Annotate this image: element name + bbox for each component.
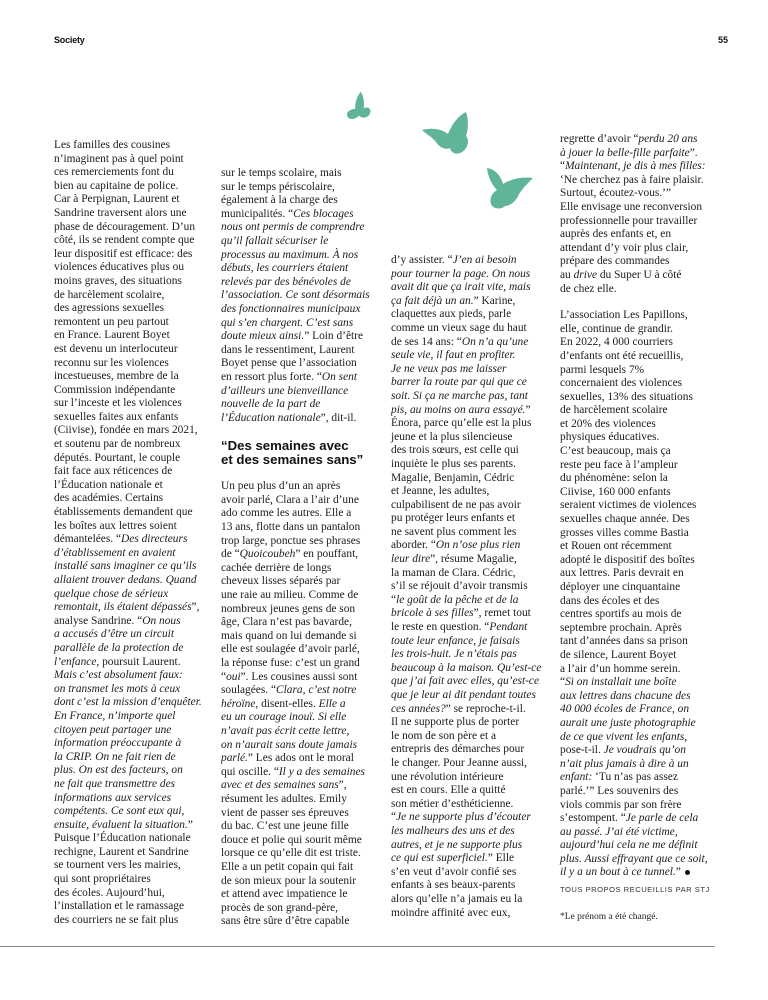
text-line: s’il se réjouit d’avoir transmis	[391, 580, 528, 593]
text-line: Il ne supporte plus de porter	[391, 716, 520, 729]
text-line: quelque chose de sérieux	[54, 587, 169, 600]
text-line: 13 ans, flotte dans un pantalon	[221, 521, 361, 534]
text-line: pose-t-il. Je voudrais qu’on	[560, 744, 686, 757]
text-line: ‘Ne cherchez pas à faire plaisir.	[560, 173, 704, 186]
text-line: parmi lesquels 7%	[560, 363, 645, 376]
text-line: pour tourner la page. On nous	[391, 267, 531, 280]
text-line: dans le ressentiment, Laurent	[221, 343, 355, 356]
text-line: sexuelles chaque année. Des	[560, 513, 690, 526]
paragraph	[560, 133, 730, 296]
text-line: des agressions sexuelles	[54, 302, 165, 315]
text-line: ne fait que transmettre des	[54, 777, 176, 790]
text-line: l’installation et le ramassage	[54, 900, 184, 913]
text-line: des courriers ne se fait plus	[54, 913, 179, 926]
text-line: claquettes aux pieds, parle	[391, 308, 512, 321]
text-line: également à la charge des	[221, 194, 338, 207]
butterfly-icon	[338, 90, 376, 128]
text-line: aujourd’hui cela ne me définit	[560, 839, 698, 852]
text-line: résument les adultes. Emily	[221, 792, 347, 805]
text-line: Elle envisage une reconversion	[560, 200, 703, 213]
text-line: du phénomène: selon la	[560, 472, 668, 485]
text-line: députés. Pourtant, le couple	[54, 451, 181, 464]
text-line: C’est beaucoup, mais ça	[560, 445, 671, 458]
text-line: démantelées. “Des directeurs	[54, 533, 188, 546]
text-line: ado comme les autres. Elle a	[221, 507, 352, 520]
text-line: “le goût de la pêche et de la	[391, 593, 519, 606]
text-line: du bac. C’est une jeune fille	[221, 820, 349, 833]
text-line: âge, Clara n’est pas bavarde,	[221, 616, 352, 629]
paragraph	[221, 480, 386, 929]
text-line: grosses villes comme Bastia	[560, 526, 689, 539]
text-line: bien au capitaine de police.	[54, 179, 179, 192]
text-line: enfants à ses beaux-parents	[391, 879, 516, 892]
end-mark-icon	[685, 870, 690, 875]
text-line: allaient trouver dedans. Quand	[54, 574, 197, 586]
text-line: aux lettres dans chacune des	[560, 689, 691, 702]
text-line: parallèle de la protection de	[54, 641, 184, 654]
text-line: “Si on installait une boîte	[560, 676, 677, 689]
text-line: installé sans imaginer ce qu’ils	[54, 560, 197, 573]
text-line: qu’il fallait sécuriser le	[221, 234, 329, 247]
text-line: de son mieux pour la soutenir	[221, 874, 357, 887]
text-line: elle, continue de grandir.	[560, 322, 673, 335]
text-line: fait face aux réticences de	[54, 465, 173, 478]
butterfly-icon	[483, 166, 533, 212]
text-line: des écoles. Aujourd’hui,	[54, 886, 165, 899]
text-line: seraient victimes de violences	[560, 499, 697, 512]
text-line: entrepris des démarches pour	[391, 743, 525, 756]
text-line: enfant: ‘Tu n’as pas assez	[560, 771, 678, 784]
text-line: reste peu face à l’ampleur	[560, 458, 678, 471]
text-line: ça fait déjà un an.” Karine,	[391, 294, 516, 307]
text-line: 40 000 écoles de France, on	[560, 703, 690, 716]
text-line: ce qui est superficiel.” Elle	[391, 852, 515, 865]
text-line: remontait, ils étaient dépassés”,	[54, 601, 200, 614]
text-line: beaucoup à la maison. Qu’est-ce	[391, 661, 542, 674]
text-line: soit. Si ça ne marche pas, tant	[391, 389, 528, 402]
text-line: en ressort plus forte. “On sent	[221, 370, 358, 383]
text-line: des académies. Certains	[54, 492, 164, 505]
text-line: avec et des semaines sans”,	[221, 779, 347, 792]
text-line: les boîtes aux lettres soient	[54, 519, 177, 532]
footnote: *Le prénom a été changé.	[560, 911, 658, 922]
text-line: le nom de son père et a	[391, 729, 497, 742]
article-column-3	[391, 254, 556, 920]
text-line: que j’ai fait avec elles, qu’est-ce	[391, 675, 540, 688]
text-line: ne savent plus comment les	[391, 525, 517, 538]
text-line: phase de découragement. D’un	[54, 220, 196, 233]
article-column-1	[54, 139, 219, 927]
text-line: Un peu plus d’un an après	[221, 480, 341, 493]
text-line: la CRIP. On ne fait rien de	[54, 750, 176, 763]
text-line: relevés par des bénévoles de	[221, 275, 351, 288]
text-line: L’association Les Papillons,	[560, 309, 688, 322]
text-line: et 20% des violences	[560, 417, 656, 430]
text-line: des fonctionnaires municipaux	[221, 302, 361, 315]
text-line: lorsque ce qu’elle dit est triste.	[221, 847, 361, 860]
text-line: on n’aurait sans doute jamais	[221, 738, 358, 751]
text-line: Boyet pense que l’association	[221, 357, 357, 370]
text-line: moindre affinité avec eux,	[391, 906, 511, 919]
text-line: leur dire”, résume Magalie,	[391, 553, 517, 566]
text-line: de ses 14 ans: “On n’a qu’une	[391, 335, 529, 348]
text-line: une révolution intérieure	[391, 770, 504, 783]
text-line: de “Quoicoubeh” en pouffant,	[221, 548, 359, 561]
bottom-rule-divider	[0, 946, 715, 947]
text-line: plus. Aussi effrayant que ce soit,	[560, 852, 708, 865]
text-line: cheveux lisses séparés par	[221, 575, 341, 588]
text-line: nouvelle de la part de	[221, 398, 321, 411]
text-line: trop large, ponctue ses phrases	[221, 534, 361, 547]
text-line: on transmet les mots à ceux	[54, 682, 181, 695]
text-line: Énora, parce qu’elle est la plus	[391, 417, 532, 430]
text-line: Mais c’est absolument faux:	[54, 669, 183, 682]
text-line: l’enfance, poursuit Laurent.	[54, 655, 181, 668]
text-line: soulagées. “Clara, c’est notre	[221, 684, 357, 697]
text-line: comme un vieux sage du haut	[391, 321, 527, 334]
text-line: regrette d’avoir “perdu 20 ans	[560, 133, 698, 145]
text-line: mais quand on lui demande si	[221, 629, 357, 642]
text-line: et Rouen ont récemment	[560, 540, 672, 553]
text-line: autres, et je ne supporte plus	[391, 838, 523, 851]
text-line: et attend avec impatience le	[221, 888, 348, 901]
text-line: centres sportifs au mois de	[560, 608, 682, 621]
text-line: plus. On est des facteurs, on	[54, 764, 183, 777]
text-line: douce et polie qui sourit même	[221, 833, 362, 846]
text-line: la réponse fuse: c’est un grand	[221, 657, 360, 669]
text-line: avoir parlé, Clara a l’air d’une	[221, 493, 359, 506]
text-line: doute mieux ainsi.” Loin d’être	[221, 330, 364, 343]
text-line: septembre prochain. Après	[560, 621, 682, 634]
text-line: l’Éducation nationale”, dit-il.	[221, 411, 357, 424]
paragraph	[221, 167, 386, 425]
text-line: le reste en question. “Pendant	[391, 621, 528, 634]
text-line: sur le temps périscolaire,	[221, 180, 335, 193]
text-line: dans des écoles et des	[560, 594, 660, 607]
text-line: Surtout, écoutez-vous.’”	[560, 187, 672, 200]
text-line: aborder. “On n’ose plus rien	[391, 539, 521, 552]
text-line: n’ait plus jamais à dire à un	[560, 757, 689, 770]
text-line: la maman de Clara. Cédric,	[391, 566, 516, 579]
text-line: Puisque l’Éducation nationale	[54, 832, 191, 845]
text-line: Elle a un petit copain qui fait	[221, 860, 354, 873]
text-line: prépare des commandes	[560, 255, 670, 268]
text-line: que je leur ai dit pendant toutes	[391, 689, 536, 701]
page-number: 55	[718, 35, 729, 45]
text-line: son métier d’esthéticienne.	[391, 797, 514, 810]
text-line: Les familles des cousines	[54, 139, 171, 151]
text-line: parlé.’” Les souvenirs des	[560, 784, 679, 797]
text-line: et Jeanne, les adultes,	[391, 485, 490, 498]
text-line: aurait une juste photographie	[560, 716, 696, 729]
text-line: et soutenu par de nombreux	[54, 438, 181, 451]
text-line: héroïne, disent-elles. Elle a	[221, 697, 346, 710]
text-line: déployer une cinquantaine	[560, 581, 681, 593]
text-line: au passé. J’ai été victime,	[560, 825, 678, 838]
text-line: en France. Laurent Boyet	[54, 329, 170, 342]
text-line: s’estompent. “Je parle de cela	[560, 812, 699, 825]
text-line: Sandrine traversent alors une	[54, 206, 187, 219]
text-line: “Maintenant, je dis à mes filles:	[560, 160, 706, 173]
text-line: une raie au milieu. Comme de	[221, 589, 359, 602]
paragraph-spacer	[560, 296, 730, 309]
text-line: bricole à ses filles”, remet tout	[391, 607, 531, 620]
text-line: dont c’est la mission d’enquêter.	[54, 696, 202, 709]
text-line: toute leur enfance, je faisais	[391, 634, 520, 647]
text-line: des trois sœurs, est celle qui	[391, 444, 519, 457]
text-line: adopté le dispositif des boîtes	[560, 553, 695, 566]
text-line: incestueuses, membre de la	[54, 370, 179, 383]
text-line: moins graves, des situations	[54, 274, 182, 287]
paragraph	[391, 254, 556, 920]
text-line: En 2022, 4 000 courriers	[560, 336, 673, 349]
text-line: sur le temps scolaire, mais	[221, 167, 342, 179]
text-line: l’Éducation nationale et	[54, 478, 163, 491]
section-label: Society	[54, 35, 85, 45]
text-line: viols commis par son frère	[560, 798, 682, 811]
text-line: analyse Sandrine. “On nous	[54, 614, 181, 627]
text-line: le changer. Pour Jeanne aussi,	[391, 756, 528, 769]
text-line: auprès des enfants et, en	[560, 228, 672, 241]
text-line: les trois-huit. Je n’étais pas	[391, 648, 517, 661]
text-line: a l’air d’un homme serein.	[560, 662, 681, 675]
text-line: établissements demandent que	[54, 506, 193, 519]
text-line: vient de passer ses épreuves	[221, 806, 349, 819]
text-line: de harcèlement scolaire,	[54, 288, 165, 301]
text-line: n’imaginent pas à quel point	[54, 152, 184, 165]
text-line: leur dispositif est efficace: des	[54, 247, 193, 260]
text-line: pu protéger leurs enfants et	[391, 512, 515, 525]
text-line: culpabilisent de ne pas avoir	[391, 498, 521, 511]
text-line: débuts, les courriers étaient	[221, 262, 349, 275]
text-line: inquiète le plus ses parents.	[391, 457, 516, 470]
text-line: compétents. Ce sont eux qui,	[54, 805, 185, 818]
subheading-line: “Des semaines avec	[221, 438, 349, 454]
text-line: qui s’en chargent. C’est sans	[221, 316, 354, 329]
text-line: qui oscille. “Il y a des semaines	[221, 765, 365, 778]
text-line: violences éducatives plus ou	[54, 261, 185, 274]
text-line: rechigne, Laurent et Sandrine	[54, 845, 189, 858]
text-line: de ce que vivent les enfants,	[560, 730, 688, 743]
text-line: d’ailleurs une bienveillance	[221, 384, 349, 397]
text-line: est devenu un interlocuteur	[54, 342, 178, 355]
text-line: sans être sûre d’être capable	[221, 915, 350, 928]
text-line: nous ont permis de comprendre	[221, 221, 365, 234]
text-line: Commission indépendante	[54, 383, 176, 396]
text-line: côté, ils se rendent compte que	[54, 234, 195, 247]
text-line: aux lettres. Paris devrait en	[560, 567, 684, 580]
text-line: physiques éducatives.	[560, 431, 660, 444]
text-line: (Ciivise), fondée en mars 2021,	[54, 424, 198, 437]
butterfly-icon	[422, 110, 478, 158]
text-line: remontent un peu partout	[54, 315, 169, 328]
article-column-4	[560, 133, 730, 924]
subheading	[221, 439, 386, 467]
text-line: l’association. Ce sont désormais	[221, 289, 370, 302]
text-line: Magalie, Benjamin, Cédric	[391, 471, 515, 484]
text-line: Je ne veux pas me laisser	[391, 362, 507, 375]
text-line: cachée derrière de longs	[221, 561, 332, 574]
text-line: de silence, Laurent Boyet	[560, 648, 677, 661]
text-line: qui sont propriétaires	[54, 873, 151, 886]
text-line: elle est soulagée d’avoir parlé,	[221, 643, 360, 656]
article-column-2	[221, 167, 386, 929]
text-line: d’y assister. “J’en ai besoin	[391, 254, 517, 266]
text-line: ces remerciements font du	[54, 166, 174, 179]
text-line: parlé.” Les ados ont le moral	[221, 752, 354, 765]
text-line: est en cours. Elle a quitté	[391, 784, 506, 797]
text-line: d’établissement en avaient	[54, 546, 176, 559]
text-line: il y a un bout à ce tunnel.”	[560, 866, 730, 880]
text-line: procès de son grand-père,	[221, 901, 339, 914]
text-line: nombreux jeunes gens de son	[221, 602, 356, 615]
text-line: professionnelle pour travailler	[560, 214, 698, 227]
text-line: reconnu sur les violences	[54, 356, 169, 369]
text-line: Ciivise, 160 000 enfants	[560, 485, 671, 498]
text-line: En France, n’importe quel	[54, 709, 176, 722]
text-line: alors qu’elle n’a jamais eu la	[391, 892, 523, 905]
text-line: “Je ne supporte plus d’écouter	[391, 811, 531, 824]
text-line: pis, au moins on aura essayé.”	[391, 403, 531, 416]
text-line: a accusés d’être un circuit	[54, 628, 174, 641]
text-line: sexuelles, 13% des situations	[560, 390, 693, 403]
text-line: jeune et la plus silencieuse	[391, 430, 513, 443]
text-line: information préoccupante à	[54, 737, 182, 750]
text-line: sexuelles faites aux enfants	[54, 410, 179, 423]
text-line: eu un courage inouï. Si elle	[221, 711, 347, 724]
text-line: municipalités. “Ces blocages	[221, 207, 354, 220]
text-line: avait dit que ça irait vite, mais	[391, 281, 531, 294]
paragraph	[560, 309, 730, 880]
text-line: n’avait pas écrit cette lettre,	[221, 724, 350, 737]
text-line: ces années?” se reproche-t-il.	[391, 702, 526, 715]
text-line: attendant d’y voir plus clair,	[560, 241, 689, 254]
text-line: seule vie, il faut en profiter.	[391, 349, 516, 362]
text-line: sur l’inceste et les violences	[54, 397, 182, 410]
paragraph	[54, 139, 219, 927]
text-line: citoyen peut partager une	[54, 723, 172, 736]
text-line: de chez elle.	[560, 282, 617, 295]
subheading-line: et des semaines sans”	[221, 452, 364, 468]
text-line: concernaient des violences	[560, 377, 683, 390]
text-line: d’enfants ont été recueillis,	[560, 349, 684, 362]
byline-credit: TOUS PROPOS RECUEILLIS PAR STJ	[560, 885, 710, 895]
text-line: à jouer la belle-fille parfaite”.	[560, 146, 698, 159]
text-line: les malheurs des uns et des	[391, 824, 515, 837]
text-line: de harcèlement scolaire	[560, 404, 668, 417]
text-line: barrer la route par qui que ce	[391, 376, 527, 389]
text-line: Car à Perpignan, Laurent et	[54, 193, 180, 206]
text-line: processus au maximum. À nos	[221, 248, 359, 261]
text-line: informations aux services	[54, 791, 172, 804]
text-line: “oui”. Les cousines aussi sont	[221, 670, 358, 683]
text-line: au drive du Super U à côté	[560, 268, 682, 281]
text-line: ensuite, évaluent la situation.”	[54, 818, 193, 831]
text-line: tant d’années dans sa prison	[560, 635, 688, 648]
text-line: se tournent vers les mairies,	[54, 859, 181, 872]
text-line: s’en veut d’avoir confié ses	[391, 865, 517, 878]
